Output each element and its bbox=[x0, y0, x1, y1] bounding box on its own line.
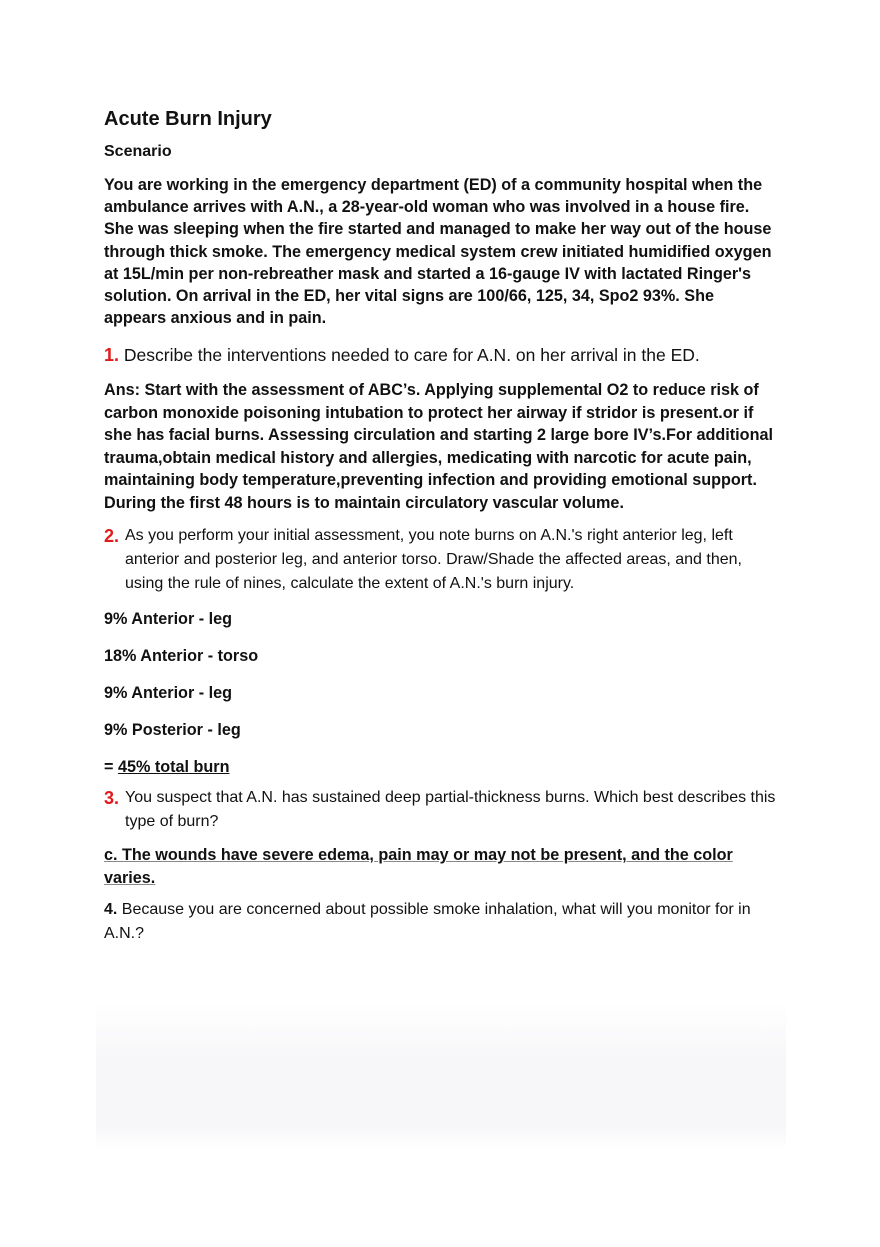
page-shading bbox=[96, 1000, 786, 1150]
burn-item: 9% Anterior - leg bbox=[104, 610, 233, 629]
question-3-text: You suspect that A.N. has sustained deep partial-thickness burns. Which best describes this type of burn? bbox=[125, 789, 776, 831]
question-3-number: 3. bbox=[104, 788, 120, 809]
burn-total-prefix: = bbox=[104, 758, 118, 777]
question-1-answer: Ans: Start with the assessment of ABC’s. Applying supplemental O2 to reduce risk of carbon monoxide poisoning intubation to protect her airway if stridor is present.or if she has facial burns. Assessing circulation and starting 2 large bore IV’s.For additional trauma,obtain medical history and allergies, medicating with narcotic for acute pain, maintaining body temperature,preventing infection and providing emotional support. During the first 48 hours is to maintain circulatory vascular volume. bbox=[104, 381, 773, 512]
page-title: Acute Burn Injury bbox=[104, 108, 272, 130]
question-4 bbox=[104, 898, 780, 946]
question-3-answer bbox=[104, 844, 780, 890]
question-1-number: 1. bbox=[104, 345, 120, 366]
document-page bbox=[104, 104, 780, 946]
burn-item: 9% Posterior - leg bbox=[104, 721, 241, 740]
scenario-heading: Scenario bbox=[104, 143, 172, 160]
burn-total bbox=[104, 756, 780, 778]
question-3-answer-text: c. The wounds have severe edema, pain may or may not be present, and the color varies. bbox=[104, 846, 733, 888]
question-4-number: 4. bbox=[104, 901, 118, 919]
question-3 bbox=[104, 786, 780, 834]
question-2-text: As you perform your initial assessment, you note burns on A.N.'s right anterior leg, left anterior and posterior leg, and anterior torso. Draw/Shade the affected areas, and then, using the rule of nines, calculate the extent of A.N.'s burn injury. bbox=[125, 527, 742, 593]
burn-item: 18% Anterior - torso bbox=[104, 647, 259, 666]
burn-total-value: 45% total burn bbox=[117, 758, 230, 777]
scenario-text: You are working in the emergency department (ED) of a community hospital when the ambulance arrives with A.N., a 28-year-old woman who was involved in a house fire. She was sleeping when the fire started and managed to make her way out of the house through thick smoke. The emergency medical system crew initiated humidified oxygen at 15L/min per non-rebreather mask and started a 16-gauge IV with lactated Ringer's solution. On arrival in the ED, her vital signs are 100/66, 125, 34, Spo2 93%. She appears anxious and in pain. bbox=[104, 176, 772, 328]
burn-item: 9% Anterior - leg bbox=[104, 684, 233, 703]
question-2-number: 2. bbox=[104, 526, 120, 547]
question-2 bbox=[104, 524, 780, 596]
question-4-text: Because you are concerned about possible smoke inhalation, what will you monitor for in A.N.? bbox=[104, 901, 751, 943]
question-1 bbox=[104, 341, 780, 369]
question-1-text: Describe the interventions needed to care for A.N. on her arrival in the ED. bbox=[123, 345, 700, 366]
